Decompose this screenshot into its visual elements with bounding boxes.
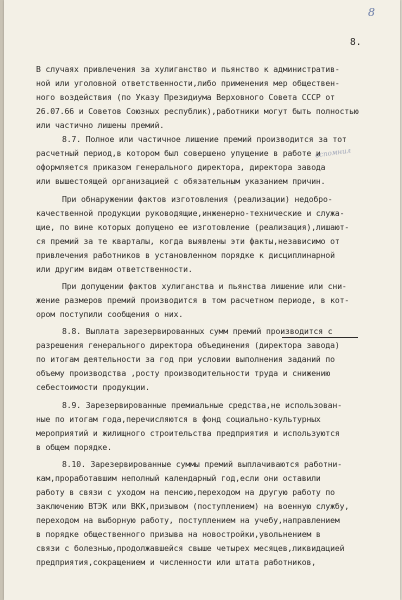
text-line: в порядке общественного призыва на новостройки,увольнением в xyxy=(36,530,321,539)
text-line: 26.07.66 и Советов Союзных республик),работники могут быть полностью xyxy=(36,107,359,116)
text-line: связи с болезнью,продолжавшейся свыше четырех месяцев,ликвидацией xyxy=(36,544,345,553)
text-line: в общем порядке. xyxy=(36,443,112,452)
text-line: заключению ВТЭК или ВКК,призывом (поступлением) на военную службу, xyxy=(36,502,350,511)
text-line: разрешения генерального директора объединения (директора завода) xyxy=(36,341,340,350)
text-line: ного воздействия (по Указу Президиума Верховного Совета СССР от xyxy=(36,93,335,102)
text-line: При обнаружении фактов изготовления (реализации) недобро- xyxy=(62,195,333,204)
archive-folio-number: 8 xyxy=(368,6,375,19)
text-line: ся премий за те кварталы, когда выявлены эти факты,независимо от xyxy=(36,237,340,246)
text-line: 8.8. Выплата зарезервированных сумм премий производится с xyxy=(62,327,333,336)
text-line: расчетный период,в котором был совершено упущение в работе и xyxy=(36,149,321,158)
text-line: качественной продукции руководящие,инженерно-технические и служа- xyxy=(36,209,345,218)
text-line: работу в связи с уходом на пенсию,переходом на другую работу по xyxy=(36,488,335,497)
text-line: или частично лишены премий. xyxy=(36,121,165,130)
text-line: ором поступили сообщения о них. xyxy=(36,310,184,319)
text-line: 8.10. Зарезервированные суммы премий выплачиваются работни- xyxy=(62,460,342,469)
text-line: оформляется приказом генерального директора, директора завода xyxy=(36,163,326,172)
text-line: В случаях привлечения за хулиганство и пьянство к административ- xyxy=(36,65,340,74)
text-line: 8.7. Полное или частичное лишение премий производится за тот xyxy=(62,135,347,144)
text-line: или вышестоящей организацией с обязательным указанием причин. xyxy=(36,177,326,186)
text-line: по итогам деятельности за год при условии выполнения заданий по xyxy=(36,355,335,364)
text-line: привлечения работников в установленном порядке к дисциплинарной xyxy=(36,251,335,260)
document-body xyxy=(4,0,400,600)
page-number: 8. xyxy=(350,37,362,48)
text-line: переходом на выборную работу, поступлением на учебу,направлением xyxy=(36,516,340,525)
text-line: мероприятий и жилищного строительства предприятия и используются xyxy=(36,429,340,438)
text-line: щие, по вине которых допущено ее изготовление (реализация),лишают- xyxy=(36,223,350,232)
document-sheet xyxy=(4,0,400,600)
text-line: кам,проработавшим неполный календарный год,если они оставили xyxy=(36,474,321,483)
text-line: ные по итогам года,перечисляются в фонд социально-культурных xyxy=(36,415,321,424)
margin-handwriting: вспомнил xyxy=(314,146,352,160)
text-line: При допущении фактов хулиганства и пьянства лишение или сни- xyxy=(62,282,347,291)
text-line: себестоимости продукции. xyxy=(36,383,150,392)
text-line: или другим видам ответственности. xyxy=(36,265,193,274)
text-line: 8.9. Зарезервированные премиальные средства,не использован- xyxy=(62,401,342,410)
text-line: объему производства ,росту производительности труда и снижению xyxy=(36,369,331,378)
text-line: жение размеров премий производится в том расчетном периоде, в кот- xyxy=(36,296,350,305)
text-line: ной или уголовной ответственности,либо применения мер обществен- xyxy=(36,79,340,88)
text-line: предприятия,сокращением и численности или штата работников, xyxy=(36,558,316,567)
